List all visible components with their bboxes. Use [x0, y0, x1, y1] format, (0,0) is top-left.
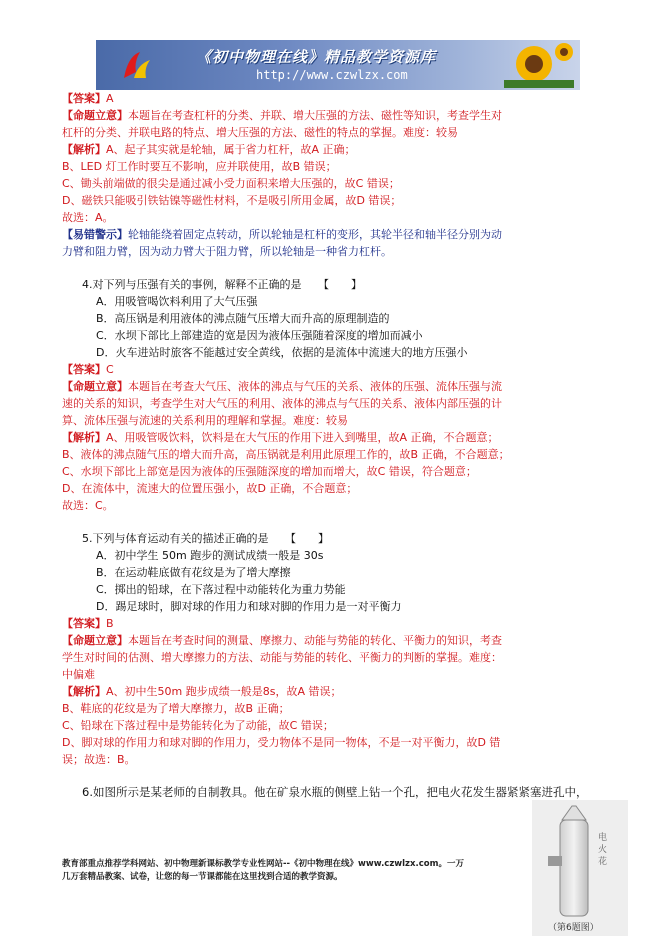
q5-analysis-line-5: 误；故选：B。 — [62, 753, 136, 766]
banner-url: http://www.czwlzx.com — [256, 68, 408, 82]
document-body — [62, 90, 616, 801]
q3-warning-line-1: 【易错警示】轮轴能绕着固定点转动，所以轮轴是杠杆的变形，其轮半径和轴半径分别为动 — [62, 228, 502, 241]
q5-option-b: B．在运动鞋底做有花纹是为了增大摩擦 — [96, 566, 291, 579]
q4-analysis-line-3: C、水坝下部比上部宽是因为液体的压强随深度的增加而增大，故C 错误，符合题意； — [62, 465, 477, 478]
svg-text:电: 电 — [598, 833, 608, 843]
spark-bottle-figure — [532, 800, 628, 936]
q5-analysis-line-4: D、脚对球的作用力和球对脚的作用力，受力物体不是同一物体，不是一对平衡力，故D 错 — [62, 736, 501, 749]
banner-title: 《初中物理在线》精品教学资源库 — [196, 48, 437, 66]
svg-text:花: 花 — [598, 857, 608, 867]
q4-option-d: D．火车进站时旅客不能越过安全黄线，依据的是流体中流速大的地方压强小 — [96, 346, 468, 359]
q5-intent-line-1: 【命题立意】本题旨在考查时间的测量、摩擦力、动能与势能的转化、平衡力的知识，考查 — [62, 634, 502, 647]
q4-intent-line-1: 【命题立意】本题旨在考查大气压、液体的沸点与气压的关系、液体的压强、流体压强与流 — [62, 380, 502, 393]
q4-analysis-line-5: 故选：C。 — [62, 499, 114, 512]
q5-option-d: D．踢足球时，脚对球的作用力和球对脚的作用力是一对平衡力 — [96, 600, 402, 613]
site-logo-icon — [120, 48, 154, 82]
q5-stem: 5.下列与体育运动有关的描述正确的是 【 】 — [82, 532, 329, 545]
q3-warning-line-2: 力臂和阻力臂，因为动力臂大于阻力臂，所以轮轴是一种省力杠杆。 — [62, 245, 392, 258]
q5-option-c: C．掷出的铅球，在下落过程中动能转化为重力势能 — [96, 583, 346, 596]
q6-stem: 6.如图所示是某老师的自制教具。他在矿泉水瓶的侧壁上钻一个孔，把电火花发生器紧紧塞进孔中， — [82, 785, 588, 799]
q3-intent-line-2: 杠杆的分类、并联电路的特点、增大压强的方法、磁性的特点的掌握。难度：较易 — [62, 126, 458, 139]
q3-analysis-line-4: D、磁铁只能吸引铁钴镍等磁性材料，不是吸引所用金属，故D 错误； — [62, 194, 402, 207]
q4-analysis-line-4: D、在流体中，流速大的位置压强小，故D 正确，不合题意； — [62, 482, 358, 495]
q5-intent-line-3: 中偏难 — [62, 668, 95, 681]
q4-analysis-line-2: B、液体的沸点随气压的增大而升高，高压锅就是利用此原理工作的，故B 正确，不合题意； — [62, 448, 510, 461]
q4-intent-line-3: 算、流体压强与流速的关系利用的理解和掌握。难度：较易 — [62, 414, 348, 427]
q3-analysis-line-2: B、LED 灯工作时要互不影响，应并联使用，故B 错误； — [62, 160, 337, 173]
q3-answer: 【答案】A — [62, 92, 114, 105]
q5-intent-line-2: 学生对时间的估测、增大摩擦力的方法、动能与势能的转化、平衡力的判断的掌握。难度： — [62, 651, 502, 664]
q4-stem: 4.对下列与压强有关的事例，解释不正确的是 【 】 — [82, 278, 362, 291]
q5-analysis-line-2: B、鞋底的花纹是为了增大摩擦力，故B 正确； — [62, 702, 290, 715]
q4-option-b: B．高压锅是利用液体的沸点随气压增大而升高的原理制造的 — [96, 312, 390, 325]
figure-caption: （第6题图） — [548, 923, 599, 933]
q5-option-a: A．初中学生 50m 跑步的测试成绩一般是 30s — [96, 549, 324, 562]
q3-intent-line-1: 【命题立意】本题旨在考查杠杆的分类、并联、增大压强的方法、磁性等知识，考查学生对 — [62, 109, 502, 122]
q4-option-c: C．水坝下部比上部建造的宽是因为液体压强随着深度的增加而减小 — [96, 329, 423, 342]
q4-answer: 【答案】C — [62, 363, 114, 376]
q3-analysis-line-3: C、锄头前端做的很尖是通过减小受力面积来增大压强的，故C 错误； — [62, 177, 400, 190]
q4-option-a: A．用吸管喝饮料利用了大气压强 — [96, 295, 258, 308]
svg-text:火: 火 — [598, 845, 608, 855]
sunflower-icon — [504, 42, 574, 88]
q3-analysis-line-1: 【解析】A、起子其实就是轮轴，属于省力杠杆，故A 正确； — [62, 143, 356, 156]
q4-analysis-line-1: 【解析】A、用吸管吸饮料，饮料是在大气压的作用下进入到嘴里，故A 正确，不合题意； — [62, 431, 499, 444]
footer-line-2: 几万套精品教案、试卷，让您的每一节课都能在这里找到合适的教学资源。 — [62, 872, 343, 882]
page-footer — [62, 858, 512, 884]
q5-analysis-line-1: 【解析】A、初中生50m 跑步成绩一般是8s，故A 错误； — [62, 685, 342, 698]
q5-answer: 【答案】B — [62, 617, 114, 630]
q4-intent-line-2: 速的关系的知识，考查学生对大气压的利用、液体的沸点与气压的关系、液体内部压强的计 — [62, 397, 502, 410]
q5-analysis-line-3: C、铅球在下落过程中是势能转化为了动能，故C 错误； — [62, 719, 334, 732]
footer-line-1: 教育部重点推荐学科网站、初中物理新课标教学专业性网站--《初中物理在线》www.czwlzx.com。一万 — [62, 859, 464, 869]
header-banner — [96, 40, 580, 90]
q3-analysis-line-5: 故选：A。 — [62, 211, 114, 224]
